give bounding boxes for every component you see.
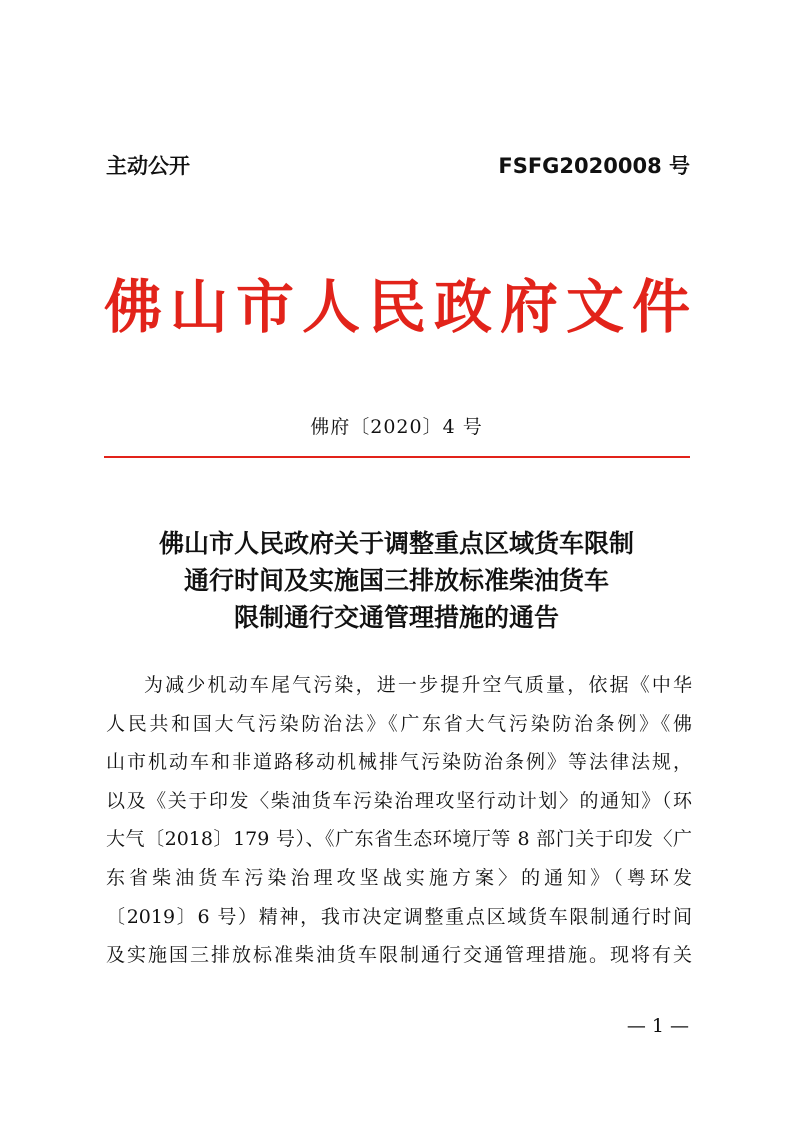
body-line-4: 以及《关于印发〈柴油货车污染治理攻坚行动计划〉的通知》（环	[106, 789, 692, 812]
red-header-title: 佛山市人民政府文件	[104, 273, 692, 341]
body-line-8: 及实施国三排放标准柴油货车限制通行交通管理措施。现将有关	[106, 944, 692, 967]
disclosure-label: 主动公开	[106, 154, 190, 178]
body-line-2: 人民共和国大气污染防治法》《广东省大气污染防治条例》《佛	[106, 712, 692, 735]
title-line-3: 限制通行交通管理措施的通告	[233, 603, 559, 632]
title-line-2: 通行时间及实施国三排放标准柴油货车	[183, 566, 609, 595]
document-number: 佛府〔2020〕4 号	[310, 416, 483, 438]
notice-title	[60, 525, 733, 636]
red-divider-line	[104, 456, 690, 458]
body-line-1: 为减少机动车尾气污染，进一步提升空气质量，依据《中华	[144, 674, 692, 696]
body-line-5: 大气〔2018〕179 号）、《广东省生态环境厅等 8 部门关于印发〈广	[106, 828, 692, 851]
page-number: — 1 —	[626, 1015, 689, 1037]
document-code: FSFG2020008 号	[498, 154, 690, 178]
body-line-3: 山市机动车和非道路移动机械排气污染防治条例》等法律法规，	[106, 751, 692, 774]
body-line-6: 东省柴油货车污染治理攻坚战实施方案〉的通知》（粤环发	[106, 866, 692, 889]
body-text	[106, 666, 692, 975]
title-line-1: 佛山市人民政府关于调整重点区域货车限制	[158, 529, 634, 558]
body-line-7: 〔2019〕6 号）精神，我市决定调整重点区域货车限制通行时间	[106, 905, 692, 928]
